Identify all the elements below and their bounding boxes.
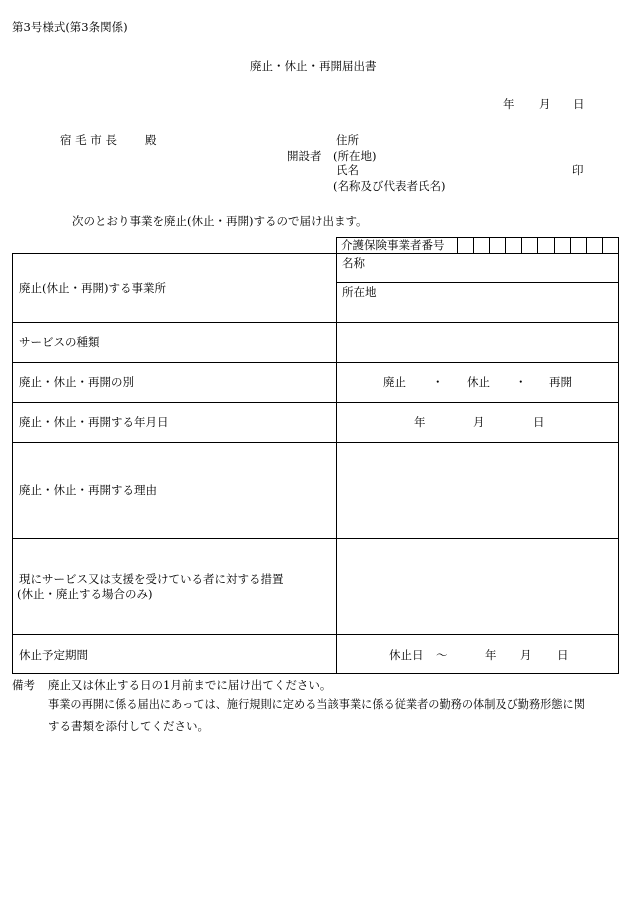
digit-cell[interactable]: [505, 238, 521, 253]
date-year: 年: [503, 97, 515, 111]
note-2-line2: する書類を添付してください。: [48, 719, 209, 733]
addressee-honorific: 殿: [145, 133, 157, 147]
digit-cell[interactable]: [473, 238, 489, 253]
suspension-start-label: 休止日: [389, 648, 424, 662]
insurer-number-box: [336, 237, 619, 254]
digit-cell[interactable]: [586, 238, 602, 253]
digit-cell[interactable]: [489, 238, 505, 253]
date-row-month: 月: [473, 415, 485, 429]
form-number: 第3号様式(第3条関係): [12, 20, 128, 34]
measures-label-line2: (休止・廃止する場合のみ): [17, 587, 153, 601]
applicant-address-label: 住所: [336, 133, 359, 147]
digit-cell[interactable]: [554, 238, 570, 253]
suspension-month: 月: [520, 648, 532, 662]
suspension-tilde: 〜: [436, 648, 448, 662]
digit-cell[interactable]: [457, 238, 473, 253]
option-separator: ・: [515, 375, 527, 389]
option-resume: 再開: [549, 375, 572, 389]
date-row-label: 廃止・休止・再開する年月日: [19, 415, 169, 429]
suspension-year: 年: [485, 648, 497, 662]
seal-mark: 印: [572, 163, 584, 177]
row-divider: [12, 634, 619, 635]
service-type-label: サービスの種類: [19, 335, 100, 349]
row-divider: [12, 442, 619, 443]
measures-label-line1: 現にサービス又は支援を受けている者に対する措置: [19, 572, 284, 586]
office-name-label: 名称: [342, 256, 365, 270]
date-month: 月: [539, 97, 551, 111]
date-row-day: 日: [533, 415, 545, 429]
date-row-year: 年: [414, 415, 426, 429]
digit-cell[interactable]: [602, 238, 618, 253]
applicant-name-sub: (名称及び代表者氏名): [333, 179, 446, 193]
applicant-address-sub: (所在地): [333, 149, 377, 163]
row-divider: [12, 538, 619, 539]
digit-cell[interactable]: [521, 238, 537, 253]
office-inner-divider: [336, 282, 619, 283]
option-separator: ・: [432, 375, 444, 389]
date-day: 日: [573, 97, 585, 111]
applicant-name-label: 氏名: [336, 163, 359, 177]
note-1: 廃止又は休止する日の1月前までに届け出てください。: [48, 678, 332, 692]
office-location-label: 所在地: [342, 285, 377, 299]
table-column-divider: [336, 253, 337, 674]
option-suspend: 休止: [467, 375, 490, 389]
insurer-number-cells: [457, 238, 618, 253]
digit-cell[interactable]: [570, 238, 586, 253]
option-abolish: 廃止: [383, 375, 406, 389]
insurer-number-label: 介護保険事業者番号: [341, 238, 445, 252]
office-row-label: 廃止(休止・再開)する事業所: [19, 281, 166, 295]
statement: 次のとおり事業を廃止(休止・再開)するので届け出ます。: [72, 214, 368, 228]
note-2-line1: 事業の再開に係る届出にあっては、施行規則に定める当該事業に係る従業者の勤務の体制及び勤務形態に関: [48, 698, 585, 711]
applicant-role-label: 開設者: [287, 149, 322, 163]
row-divider: [12, 322, 619, 323]
row-divider: [12, 362, 619, 363]
page-title: 廃止・休止・再開届出書: [250, 59, 377, 73]
notes-heading: 備考: [12, 678, 35, 692]
digit-cell[interactable]: [537, 238, 553, 253]
reason-label: 廃止・休止・再開する理由: [19, 483, 157, 497]
row-divider: [12, 402, 619, 403]
form-table: [12, 253, 619, 674]
suspension-day: 日: [557, 648, 569, 662]
distinction-label: 廃止・休止・再開の別: [19, 375, 134, 389]
suspension-label: 休止予定期間: [19, 648, 88, 662]
addressee-name: 宿 毛 市 長: [60, 133, 117, 147]
